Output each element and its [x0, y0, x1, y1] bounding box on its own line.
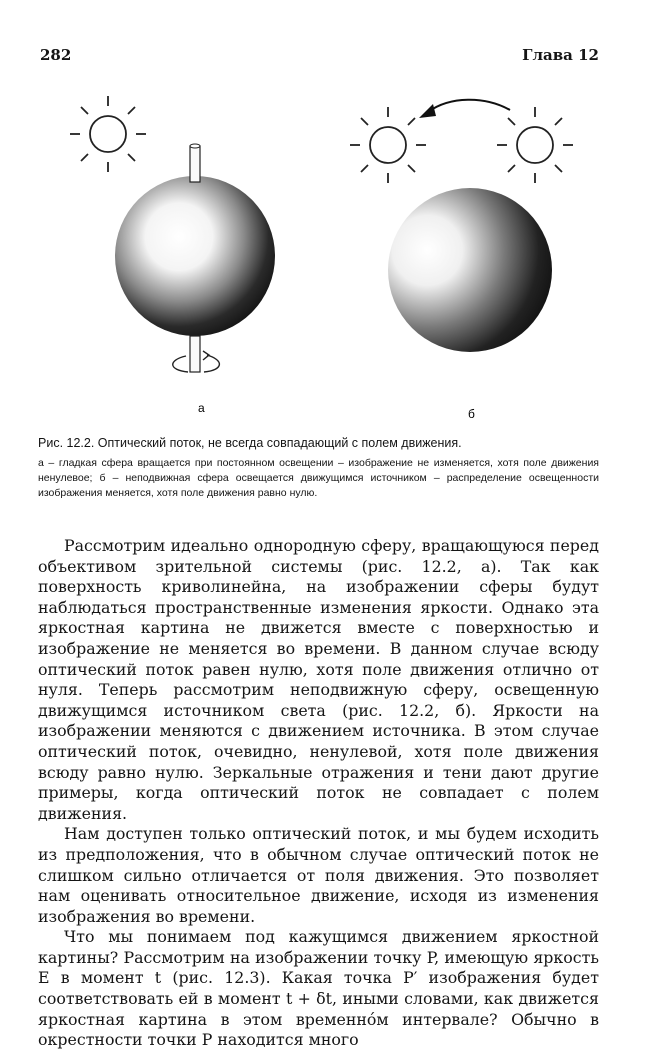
page-header: [40, 46, 599, 70]
body-text: [38, 536, 599, 1051]
static-sphere: [388, 188, 552, 352]
sun-icon: [497, 107, 573, 183]
light-movement-arrow-icon: [419, 100, 510, 118]
caption-text: а – гладкая сфера вращается при постоянном освещении – изображение не изменяется, хотя поле движения ненулевое; б – неподвижная сфера освещается движущимся источником – распределение освещенности изображения меняется, хотя поле движения равно нулю.: [38, 457, 599, 499]
figure-illustration: [0, 90, 651, 430]
caption-title: Рис. 12.2. Оптический поток, не всегда совпадающий с полем движения.: [38, 436, 462, 450]
chapter-title: Глава 12: [522, 46, 599, 64]
paragraph-2: Нам доступен только оптический поток, и мы будем исходить из предположения, что в обычном случае оптический поток не слишком сильно отличается от поля движения. Это позволяет нам оценивать относительное движение, исходя из изменения изображения во времени.: [38, 824, 599, 926]
rotating-sphere: [115, 144, 275, 372]
page-number: 282: [40, 46, 72, 64]
figure-12-2: [0, 90, 651, 430]
sun-icon: [70, 96, 146, 172]
figure-label-a: а: [198, 401, 205, 415]
sun-icon: [350, 107, 426, 183]
paragraph-1: Рассмотрим идеально однородную сферу, вращающуюся перед объективом зрительной системы (рис. 12.2, а). Так как поверхность криволинейна, на изображении сферы будут наблюдаться пространственные изменения яркости. Однако эта яркостная картина не движется вместе с поверхностью и изображение не меняется во времени. В данном случае всюду оптический поток равен нулю, хотя поле движения отлично от нуля. Теперь рассмотрим неподвижную сферу, освещенную движущимся источником света (рис. 12.2, б). Яркости на изображении меняются с движением источника. В этом случае оптический поток, очевидно, ненулевой, хотя поле движения всюду равно нулю. Зеркальные отражения и тени дают другие примеры, когда оптический поток не совпадает с полем движения.: [38, 536, 599, 823]
figure-label-b: б: [468, 407, 475, 421]
figure-caption: [38, 436, 599, 501]
paragraph-3: Что мы понимаем под кажущимся движением яркостной картины? Рассмотрим на изображении точку P, имеющую яркость E в момент t (рис. 12.3). Какая точка P′ изображения будет соответствовать ей в момент t + δt, иными словами, как движется яркостная картина в этом временно́м интервале? Обычно в окрестности точки P находится много: [38, 927, 599, 1050]
